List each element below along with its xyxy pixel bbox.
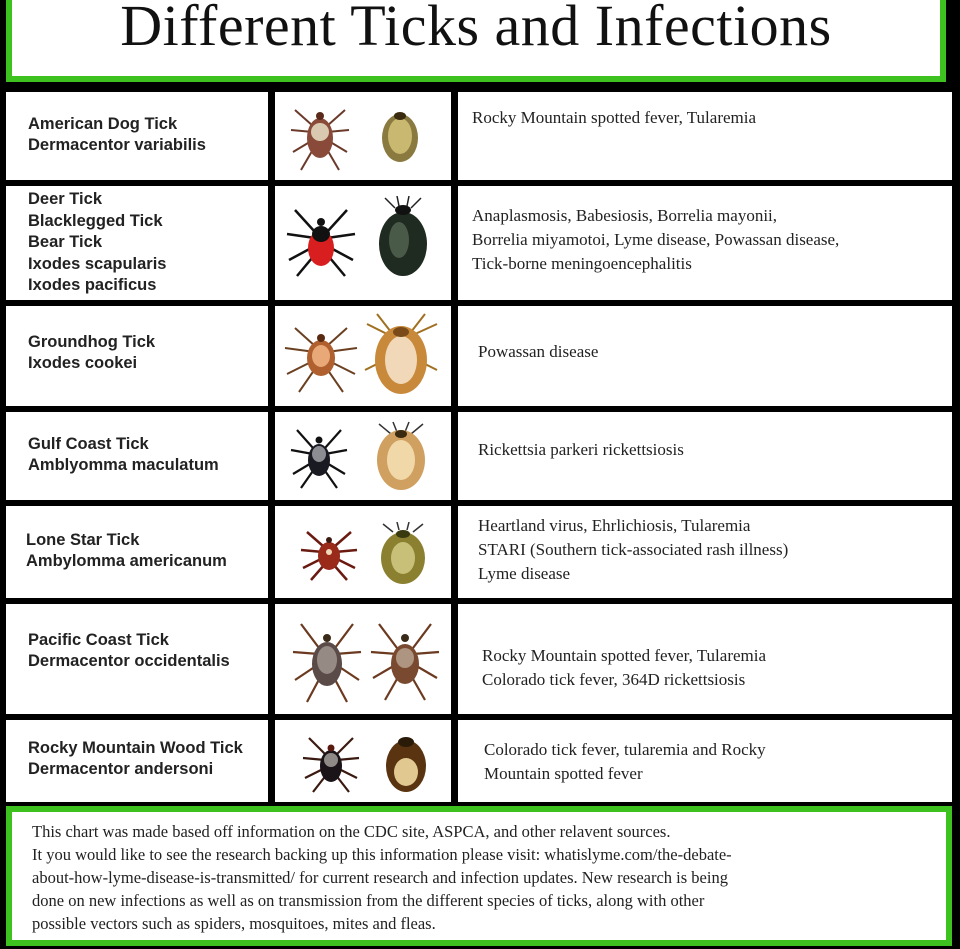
tick-name-cell (6, 720, 268, 802)
infection-text: STARI (Southern tick-associated rash illness) (478, 540, 789, 559)
tick-image-cell (275, 720, 451, 802)
page-title: Different Ticks and Infections (120, 0, 832, 58)
infection-text: Colorado tick fever, tularemia and Rocky (484, 740, 766, 759)
tick-scientific-name: Ixodes scapularis (28, 254, 167, 273)
tick-common-name: Lone Star Tick (26, 531, 140, 549)
engorged-tick-illustration (375, 196, 431, 280)
engorged-tick-illustration (383, 732, 429, 794)
table-row (6, 186, 952, 300)
tick-common-name: Pacific Coast Tick (28, 631, 169, 649)
tick-illustration (281, 316, 361, 396)
tick-scientific-name: Dermacentor occidentalis (28, 652, 230, 670)
infections-cell (458, 412, 952, 500)
tick-name-cell (6, 186, 268, 300)
tick-illustration (301, 730, 361, 796)
tick-common-name: Blacklegged Tick (28, 211, 163, 230)
tick-name-cell (6, 604, 268, 714)
infections-cell (458, 306, 952, 406)
infections-cell (458, 506, 952, 598)
infection-text: Powassan disease (478, 342, 599, 361)
table-row (6, 412, 952, 500)
tick-image-cell (275, 412, 451, 500)
tick-scientific-name: Ixodes cookei (28, 354, 138, 372)
tick-image-cell (275, 306, 451, 406)
infection-text: Rickettsia parkeri rickettsiosis (478, 440, 684, 459)
tick-illustration (287, 420, 351, 492)
tick-illustration (285, 96, 355, 176)
footer-line: done on new infections as well as on transmission from the different species of ticks, along with other (32, 891, 705, 910)
infections-cell (458, 92, 952, 180)
infection-text: Colorado tick fever, 364D rickettsiosis (482, 670, 746, 689)
tick-image-cell (275, 506, 451, 598)
tick-common-name: American Dog Tick (28, 115, 178, 133)
infection-text: Lyme disease (478, 564, 571, 583)
tick-image-cell (275, 604, 451, 714)
table-row (6, 92, 952, 180)
infection-text: Rocky Mountain spotted fever, Tularemia (472, 108, 757, 127)
footer-line: possible vectors such as spiders, mosquitoes, mites and fleas. (32, 914, 436, 933)
tick-common-name: Bear Tick (28, 233, 102, 251)
engorged-tick-illustration (361, 310, 441, 400)
footer-line: It you would like to see the research backing up this information please visit: whatislyme.com/the-debate- (32, 845, 732, 864)
tick-scientific-name: Amblyomma maculatum (28, 456, 219, 474)
footer-note-box (6, 806, 952, 946)
infections-cell (458, 186, 952, 300)
footer-line: about-how-lyme-disease-is-transmitted/ for current research and infection updates. New research is being (32, 868, 728, 887)
engorged-tick-illustration (369, 420, 433, 494)
tick-common-name: Groundhog Tick (28, 333, 156, 351)
footer-line: This chart was made based off information on the CDC site, ASPCA, and other relavent sources. (32, 822, 671, 841)
footer-note (32, 820, 932, 935)
tick-name-cell (6, 92, 268, 180)
infection-text: Heartland virus, Ehrlichiosis, Tularemia (478, 516, 751, 535)
engorged-tick-illustration (375, 522, 431, 586)
infection-text: Rocky Mountain spotted fever, Tularemia (482, 646, 767, 665)
tick-scientific-name: Ambylomma americanum (26, 552, 227, 570)
table-row (6, 720, 952, 802)
table-row (6, 506, 952, 598)
infection-text: Anaplasmosis, Babesiosis, Borrelia mayonii, (472, 206, 778, 225)
tick-common-name: Gulf Coast Tick (28, 435, 149, 453)
tick-common-name: Deer Tick (28, 190, 102, 208)
tick-illustration (283, 200, 359, 280)
tick-illustration (289, 612, 365, 706)
infections-cell (458, 604, 952, 714)
tick-name-cell (6, 412, 268, 500)
engorged-tick-illustration (375, 106, 425, 166)
tick-common-name: Rocky Mountain Wood Tick (28, 739, 243, 757)
tick-image-cell (275, 92, 451, 180)
tick-image-cell (275, 186, 451, 300)
infection-text: Borrelia miyamotoi, Lyme disease, Powassan disease, (472, 230, 840, 249)
table-row (6, 604, 952, 714)
tick-scientific-name: Dermacentor variabilis (28, 136, 206, 154)
title-banner (6, 0, 946, 82)
tick-scientific-name: Dermacentor andersoni (28, 760, 214, 778)
tick-illustration (299, 524, 359, 584)
infection-text: Tick-borne meningoencephalitis (472, 254, 692, 273)
tick-illustration (367, 614, 443, 704)
infections-cell (458, 720, 952, 802)
tick-scientific-name: Ixodes pacificus (28, 276, 157, 294)
tick-name-cell (6, 306, 268, 406)
infection-text: Mountain spotted fever (484, 764, 643, 783)
tick-name-cell (6, 506, 268, 598)
table-row (6, 306, 952, 406)
